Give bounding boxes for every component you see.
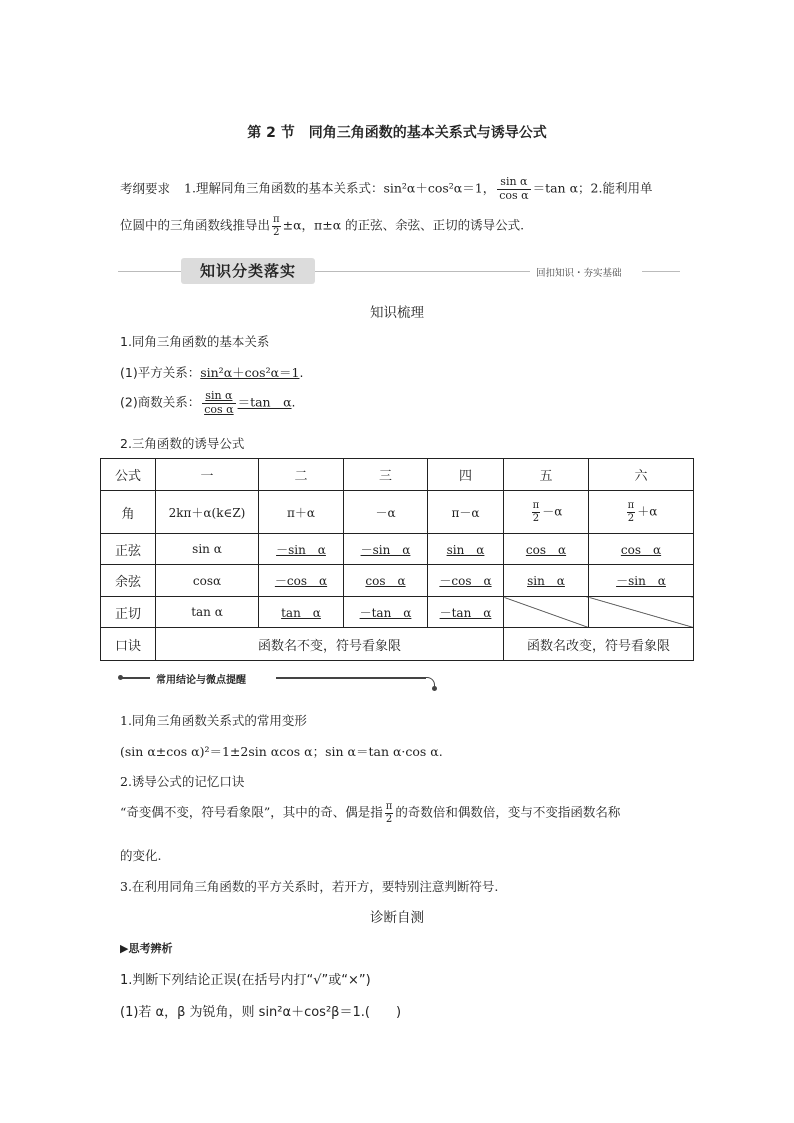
table-cell: －α (344, 491, 428, 534)
header-cell: 一 (156, 459, 259, 491)
table-row-cosine (101, 565, 694, 597)
table-answer: sin α (446, 542, 485, 557)
table-cell: cosα (156, 565, 259, 597)
knowledge-heading: 知识梳理 (370, 305, 424, 321)
knowledge-item-2: 2.三角函数的诱导公式 (120, 436, 245, 451)
quotient-relation-label: (2)商数关系： (120, 394, 201, 410)
table-answer: cos α (365, 574, 406, 588)
angle-suffix: －α (542, 504, 563, 519)
row-label: 角 (101, 491, 156, 534)
table-answer: －sin α (360, 542, 411, 557)
pi-over-two (272, 214, 281, 238)
table-answer: －tan α (359, 605, 412, 620)
syllabus-label: 考纲要求 (120, 180, 171, 196)
table-answer: －cos α (439, 574, 492, 588)
tip-1: 1.同角三角函数关系式的常用变形 (120, 713, 307, 728)
table-cell-angle-5 (504, 491, 589, 534)
tip-2-end: 的变化. (120, 848, 162, 863)
tips-bar-right (276, 677, 426, 679)
banner-subtitle: 回扣知识・夯实基础 (536, 268, 622, 279)
diagnosis-subheading: ▶思考辨析 (120, 942, 173, 955)
row-label: 正弦 (101, 534, 156, 565)
two-denominator: 2 (273, 226, 280, 238)
table-cell: tan α (156, 597, 259, 628)
two-denominator: 2 (385, 813, 393, 825)
table-cell-angle-6 (589, 491, 694, 534)
section-title: 同角三角函数的基本关系式与诱导公式 (308, 125, 547, 141)
quotient-numerator: sin α (202, 390, 235, 404)
knowledge-item-1: 1.同角三角函数的基本关系 (120, 334, 270, 349)
syllabus-text-1a: 1.理解同角三角函数的基本关系式：sin²α＋cos²α＝1， (184, 180, 496, 196)
table-cell: π＋α (259, 491, 344, 534)
square-relation (120, 363, 303, 381)
tip-1-formula: (sin α±cos α)²＝1±2sin αcos α；sin α＝tan α·cos α. (120, 744, 443, 759)
pi-numerator: π (385, 801, 393, 812)
tip-2: 2.诱导公式的记忆口诀 (120, 774, 245, 789)
header-cell: 四 (428, 459, 504, 491)
table-answer: －cos α (274, 574, 328, 588)
square-relation-end: . (299, 365, 304, 380)
table-cell: 2kπ＋α(k∈Z) (156, 491, 259, 534)
mnemonic-cell-1: 函数名不变，符号看象限 (156, 628, 504, 661)
tips-bar-left (122, 677, 150, 679)
banner-line-left (118, 271, 182, 272)
quotient-denominator: cos α (204, 402, 234, 416)
header-cell: 公式 (101, 459, 156, 491)
table-row-mnemonic (101, 628, 694, 661)
table-row-sine (101, 534, 694, 565)
induction-formula-table (100, 458, 694, 661)
tip-3: 3.在利用同角三角函数的平方关系时，若开方，要特别注意判断符号. (120, 879, 499, 894)
table-answer: tan α (281, 605, 321, 620)
quotient-end: . (291, 394, 296, 410)
question-1-1: (1)若 α，β 为锐角，则 sin²α＋cos²β＝1.( ) (120, 1005, 402, 1020)
header-cell: 二 (259, 459, 344, 491)
syllabus-line-1 (120, 176, 652, 202)
header-cell: 六 (589, 459, 694, 491)
header-cell: 三 (344, 459, 428, 491)
row-label: 口诀 (101, 628, 156, 661)
row-label: 正切 (101, 597, 156, 628)
table-header-row (101, 459, 694, 491)
diagnosis-heading: 诊断自测 (370, 910, 424, 926)
question-1: 1.判断下列结论正误(在括号内打“√”或“×”) (120, 973, 371, 988)
empty-diagonal-cell (504, 597, 589, 628)
syllabus-text-1b: ＝tan α；2.能利用单 (532, 180, 653, 196)
table-answer: －sin α (276, 542, 326, 557)
syllabus-text-2b: ±α，π±α 的正弦、余弦、正切的诱导公式. (282, 217, 525, 233)
tip-2-text-a: “奇变偶不变，符号看象限”，其中的奇、偶是指 (120, 804, 383, 820)
square-relation-value: sin²α＋cos²α＝1 (200, 365, 300, 380)
tip-2-text-b: 的奇数倍和偶数倍，变与不变指函数名称 (395, 804, 621, 820)
quotient-relation (120, 390, 296, 416)
table-answer: －sin α (616, 574, 666, 588)
angle-suffix: ＋α (637, 504, 658, 519)
table-answer: －tan α (439, 605, 492, 620)
square-relation-label: (1)平方关系： (120, 365, 201, 380)
tips-label: 常用结论与微点提醒 (156, 675, 246, 686)
mnemonic-cell-2: 函数名改变，符号看象限 (504, 628, 694, 661)
header-cell: 五 (504, 459, 589, 491)
pi-over-two (532, 500, 541, 524)
table-answer: cos α (525, 542, 567, 557)
table-row-tangent (101, 597, 694, 628)
section-banner: 知识分类落实 (181, 258, 315, 284)
two-denominator: 2 (532, 512, 540, 524)
pi-numerator: π (532, 500, 540, 511)
tips-dot-right (432, 686, 437, 691)
syllabus-text-2a: 位圆中的三角函数线推导出 (120, 217, 271, 233)
fraction-denominator: cos α (499, 188, 529, 202)
syllabus-fraction (497, 176, 530, 202)
table-row-angle (101, 491, 694, 534)
pi-over-two (385, 801, 394, 825)
tip-2-body (120, 801, 620, 825)
syllabus-line-2 (120, 214, 524, 238)
banner-line-right (642, 271, 680, 272)
table-answer: sin α (527, 574, 565, 588)
table-cell: π－α (428, 491, 504, 534)
empty-diagonal-cell (589, 597, 694, 628)
pi-numerator: π (273, 214, 280, 225)
two-denominator: 2 (627, 512, 635, 524)
pi-over-two (627, 500, 636, 524)
pi-numerator: π (627, 500, 635, 511)
page-title (0, 122, 794, 142)
fraction-numerator: sin α (497, 176, 530, 190)
quotient-value: ＝tan α (237, 394, 292, 410)
banner-line-mid (315, 271, 530, 272)
table-answer: cos α (620, 542, 662, 557)
section-number: 第 2 节 (247, 125, 295, 141)
table-cell: sin α (156, 534, 259, 565)
row-label: 余弦 (101, 565, 156, 597)
quotient-fraction (202, 390, 235, 416)
